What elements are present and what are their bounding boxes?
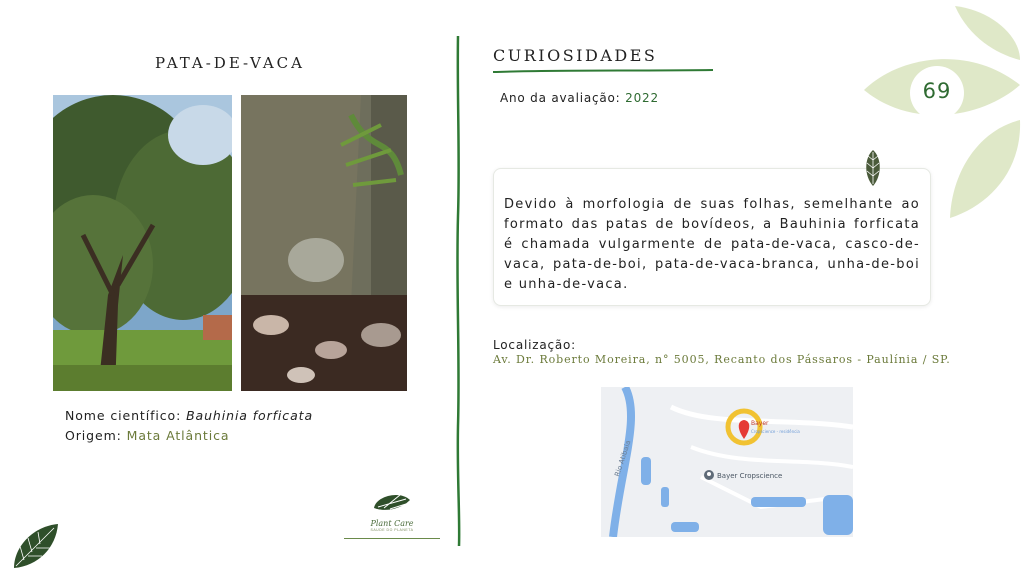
origin-line [65, 428, 229, 443]
scientific-name-label: Nome científico: [65, 408, 187, 423]
map-pin-label: Bayer [751, 420, 769, 427]
decorative-leaf-bottom-left [10, 522, 60, 570]
brand-leaf-icon [370, 490, 414, 512]
map-place-label: Bayer Cropscience [717, 472, 783, 480]
brand-name: Plant Care [370, 519, 414, 528]
page-divider [452, 36, 466, 546]
plant-name-title: PATA-DE-VACA [154, 54, 305, 72]
year-label: Ano da avaliação: [500, 91, 626, 105]
trunk-photo [241, 95, 407, 391]
origin-label: Origem: [65, 428, 127, 443]
brand-rule [344, 538, 440, 539]
map-place-pin-icon [704, 470, 714, 480]
evaluation-year [500, 91, 659, 105]
year-value: 2022 [625, 91, 659, 105]
location-address: Av. Dr. Roberto Moreira, n° 5005, Recanto dos Pássaros - Paulínia / SP. [493, 353, 951, 366]
title-underline [493, 68, 715, 74]
brand-tagline: SAUDE DO PLANETA [370, 528, 414, 532]
tree-photo [53, 95, 232, 391]
scientific-name-line [65, 408, 313, 423]
brand-logo [344, 490, 440, 539]
location-map[interactable] [601, 387, 853, 537]
map-road-label: Rio Atibaia [613, 439, 633, 478]
page-number: 69 [910, 66, 964, 120]
map-pin-sublabel: Cropscience - residência [751, 429, 800, 434]
origin-value: Mata Atlântica [126, 428, 230, 443]
section-title: CURIOSIDADES [493, 46, 658, 65]
curiosity-text: Devido à morfologia de suas folhas, semelhante ao formato das patas de bovídeos, a Bauhinia forficata é chamada vulgarmente de pata-de-vaca, casco-de-vaca, pata-de-boi, pata-de-vaca-branca, unha-de-boi e unha-de-vaca. [504, 197, 920, 292]
location-label: Localização: [493, 338, 577, 352]
leaf-icon [862, 148, 884, 188]
curiosity-card [493, 168, 931, 306]
scientific-name-value: Bauhinia forficata [186, 408, 313, 423]
